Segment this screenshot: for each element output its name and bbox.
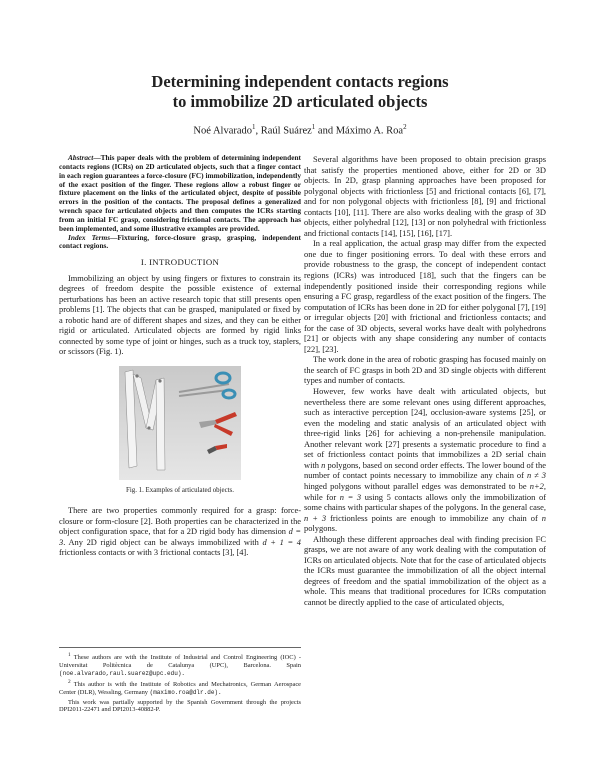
body-paragraph: Although these different approaches deal with finding precision FC grasps, we are not aware of any work dealing with the computation of ICRs on articulated objects. Note that for the case of articulated objects the ICRs must guarantee the immobilization of all the object internal degrees of freedom and the spatial immobilization of the object as a whole. This means that traditional procedures for ICRs computation cannot be directly applied to the case of articulated objects,	[304, 533, 546, 607]
body-paragraph	[304, 386, 546, 534]
math-expression: n	[541, 512, 546, 523]
text-run: frictionless contacts or with 3 frictional contacts [3], [4].	[59, 548, 249, 558]
abstract-label: Abstract	[68, 153, 94, 162]
math-expression: d = 3	[59, 527, 301, 547]
footnote-2: $^2$ This author is with the Institute of Robotics and Mechatronics, German Aerospace Center (DLR), Wessling, Germany (maximo.roa@dlr.de).	[59, 679, 301, 697]
abstract-text: —This paper deals with the problem of determining independent contacts regions (ICRs) on 2D articulated objects, such that a finger contact in each region guarantees a force-closure (FC) immobilization, independently of the exact position of the finger. These regions allow a robust finger or fixture placement on the links of the articulated object, despite of possible errors in the position of the contacts. The proposal defines a generalized wrench space for articulated objects and then computes the ICRs starting from an initial FC grasp, considering frictional contacts. The approach has been implemented, and some illustrative examples are provided.	[59, 153, 301, 233]
footnote-email: (noe.alvarado,raul.suarez@upc.edu).	[59, 669, 186, 677]
author-separator: and	[315, 125, 336, 137]
body-paragraph: Immobilizing an object by using fingers or fixtures to constrain its degrees of freedom despite the possible existence of external perturbations has been an active research topic that still presents open problems [1]. The objects that can be grasped, manipulated or fixed by a robotic hand are of different shapes and sizes, and they can be either rigid or articulated. Articulated objects are formed by rigid links connected by some type of joint or hinges, such as a truck toy, staplers, or scissors (Fig. 1).	[59, 273, 301, 357]
body-paragraph: In a real application, the actual grasp may differ from the expected one due to finger positioning errors. To deal with these errors and provide robustness to the grasp, the concept of independent contact regions (ICRs) was introduced [18], such that the fingers can be independently positioned inside their corresponding regions while ensuring a FC grasp, regardless of the exact position of the fingers. The computation of ICRs has been done in 2D for either polygonal [7], [19] or irregular objects [20] with frictional and frictionless contacts; and for the case of 3D objects, several works have dealt with polyhedrons [21] or objects with any shape considering any number of contacts [22], [23].	[304, 238, 546, 354]
text-run: . Any 2D rigid object can be always immobilized with	[63, 537, 263, 547]
index-terms	[59, 234, 301, 252]
footnote-text: This author is with the Institute of Robotics and Mechatronics, German Aerospace Center (DLR), Wessling, Germany	[59, 681, 301, 697]
index-terms-text: —Fixturing, force-closure grasp, grasping, independent contact regions.	[59, 232, 301, 251]
author-list	[0, 123, 600, 137]
title-line-2: to immobilize 2D articulated objects	[172, 92, 428, 111]
author-affiliation-mark: 1	[311, 123, 316, 131]
text-run: , while for	[304, 480, 546, 502]
footnote-3: This work was partially supported by the Spanish Government through the projects DPI2011-22471 and DPI2013-40882-P.	[59, 698, 301, 714]
body-paragraph	[59, 506, 301, 559]
math-expression: n = 3	[339, 491, 362, 502]
footnote-1: $^1$ These authors are with the Institute of Industrial and Control Engineering (IOC) - Universitat Politècnica de Catalunya (UPC), Barcelona. Spain (noe.alvarado,raul.suarez@upc.edu).	[59, 652, 301, 677]
figure-1	[59, 366, 301, 480]
author-name: Máximo A. Roa	[335, 125, 404, 137]
text-run: However, few works have dealt with articulated objects, but nevertheless there are some relevant ones using different approaches, such as interactive perception [24], occlusion-aware systems [25], or even the modeling and static analysis of an articulated object with three-rigid links [26] for achieving a non-prehensile manipulation. Another relevant work [27] presents a systematic procedure to find a set of frictionless contact points that immobilizes a 2D serial chain with	[304, 386, 546, 470]
math-expression: n	[321, 459, 326, 470]
body-paragraph: The work done in the area of robotic grasping has focused mainly on the search of FC grasps in both 2D and 3D single objects with different types and number of contacts.	[304, 354, 546, 386]
body-paragraph: Several algorithms have been proposed to obtain precision grasps that satisfy the properties mentioned above, either for 2D or 3D objects. In 2D, grasp planning approaches have been proposed for polygonal objects with frictionless [5] and frictional contacts [6], [7], and for non polygonal objects with frictionless [8], [9] and frictional contacts [10], [11]. There are also works dealing with the grasp of 3D objects, either polyhedral [12], [13] or non polyhedral with frictionless and frictional contacts [14], [15], [16], [17].	[304, 154, 546, 238]
author-name: Raúl Suárez	[260, 125, 312, 137]
author-affiliation-mark: 2	[403, 123, 407, 131]
math-expression: n ≠ 3	[526, 470, 546, 481]
section-heading: I. INTRODUCTION	[140, 257, 220, 268]
footnotes	[59, 647, 301, 716]
footnote-text: These authors are with the Institute of Industrial and Control Engineering (IOC) - Universitat Politècnica de Catalunya (UPC), Barcelona. Spain	[59, 654, 301, 669]
figure-caption: Fig. 1. Examples of articulated objects.	[126, 486, 234, 494]
math-expression: n + 3	[304, 512, 327, 523]
text-run: frictionless points are enough to immobilize any chain of	[326, 512, 542, 523]
paper-title	[0, 72, 600, 112]
left-column	[59, 154, 301, 559]
footnote-email: (maximo.roa@dlr.de).	[149, 689, 222, 697]
text-run: using 5 contacts allows only the immobilization of some chains with particular shapes of the polygons. In the general case,	[304, 491, 547, 513]
text-run: There are two properties commonly required for a grasp: force-closure or form-closure [2]. Both properties can be characterized in the object configuration space, that for a 2D rigid body has dimension	[59, 506, 301, 537]
author-separator: ,	[255, 125, 261, 137]
figure-1-photo	[119, 366, 241, 480]
right-column	[304, 154, 546, 608]
text-run: polygons.	[304, 523, 338, 534]
math-expression: n+2	[529, 480, 544, 491]
author-affiliation-mark: 1	[252, 123, 256, 131]
title-line-1: Determining independent contacts regions	[151, 72, 449, 91]
text-run: hinged polygons without parallel edges was demonstrated to be	[304, 480, 530, 491]
math-expression: d + 1 = 4	[262, 537, 301, 547]
author-name: Noé Alvarado	[193, 125, 253, 137]
abstract	[59, 154, 301, 234]
text-run: polygons, based on second order effects. The lower bound of the number of contact points necessary to immobilize any chain of	[304, 459, 546, 481]
index-terms-label: Index Terms	[68, 232, 111, 242]
